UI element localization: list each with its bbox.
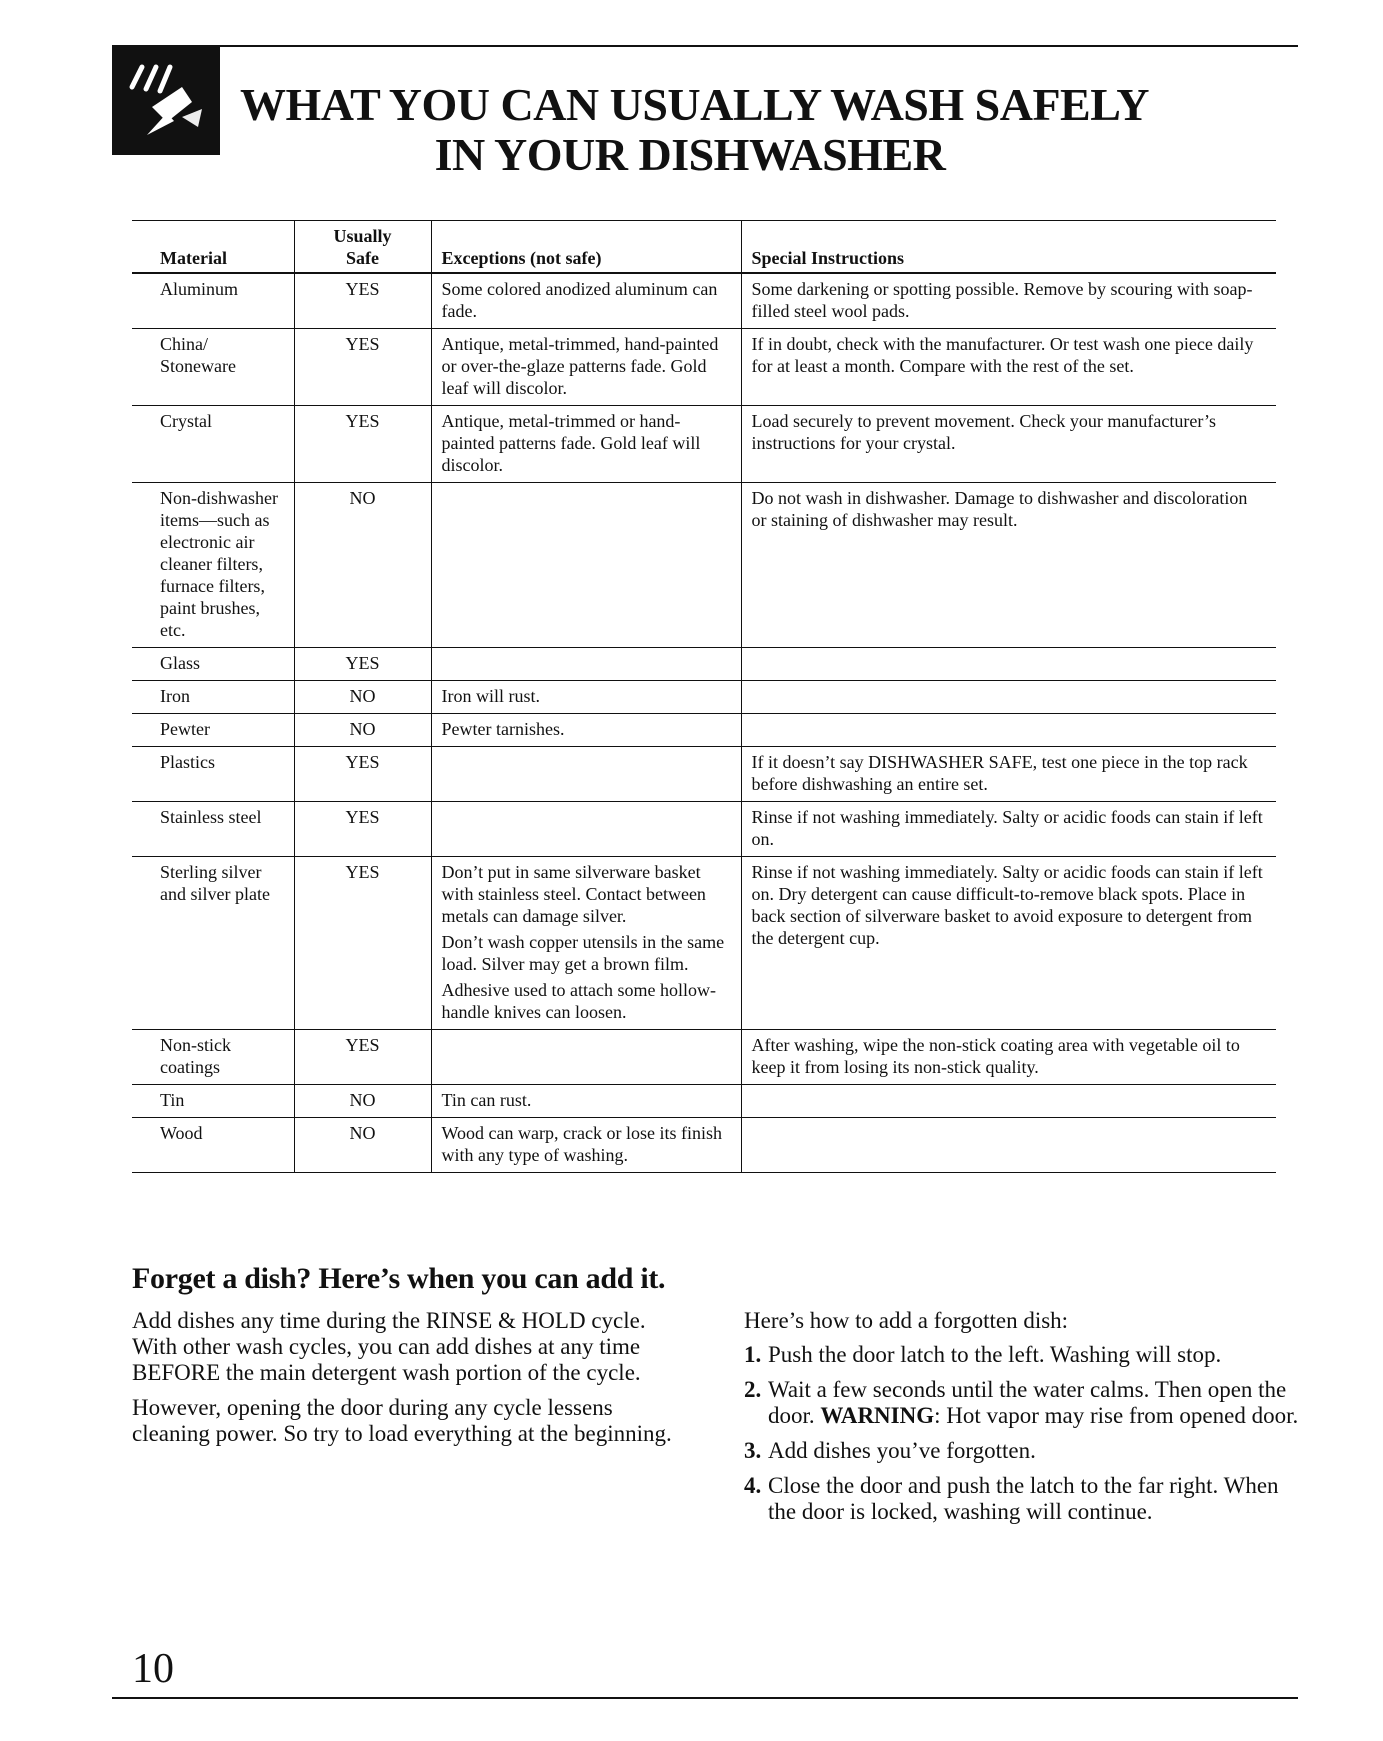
exceptions-cell: [431, 714, 741, 747]
exceptions-cell: [431, 648, 741, 681]
table-row: [132, 857, 1276, 1030]
material-cell: Crystal: [132, 406, 294, 483]
exceptions-cell: [431, 802, 741, 857]
table-row: [132, 648, 1276, 681]
special-instructions-cell: [741, 406, 1276, 483]
table-row: [132, 802, 1276, 857]
material-cell: Glass: [132, 648, 294, 681]
step-text-before: Wait a few seconds until the water calms. Then open the door.: [768, 1377, 1287, 1428]
exceptions-cell: [431, 1085, 741, 1118]
material-cell: Wood: [132, 1118, 294, 1173]
special-instructions-cell: [741, 714, 1276, 747]
exception-text: Adhesive used to attach some hollow-handle knives can loosen.: [441, 980, 716, 1022]
exception-text: Wood can warp, crack or lose its finish with any type of washing.: [441, 1123, 722, 1165]
page-number: 10: [132, 1646, 174, 1692]
exception-text: Don’t wash copper utensils in the same load. Silver may get a brown film.: [441, 932, 725, 974]
material-cell: China/ Stoneware: [132, 329, 294, 406]
special-instructions-cell: [741, 1030, 1276, 1085]
exception-text: Pewter tarnishes.: [441, 719, 565, 739]
exceptions-cell: [431, 1118, 741, 1173]
material-cell: Non-stick coatings: [132, 1030, 294, 1085]
special-instructions-cell: [741, 747, 1276, 802]
material-cell: Plastics: [132, 747, 294, 802]
exceptions-cell: [431, 483, 741, 648]
step-text: Add dishes you’ve forgotten.: [768, 1438, 1036, 1463]
special-instruction-text: Rinse if not washing immediately. Salty or acidic foods can stain if left on. Dry detergent can cause difficult-to-remove black spots. Place in back section of silverware basket to avoid exposure to detergent from the detergent cup.: [751, 862, 1263, 948]
header-material: Material: [132, 221, 294, 274]
title-line-1: WHAT YOU CAN USUALLY WASH SAFELY: [240, 79, 1149, 130]
exception-text: Don’t put in same silverware basket with stainless steel. Contact between metals can damage silver.: [441, 862, 706, 926]
forget-dish-left-column: [132, 1308, 692, 1456]
exceptions-cell: [431, 857, 741, 1030]
table-row: [132, 714, 1276, 747]
special-instructions-cell: [741, 273, 1276, 329]
forget-dish-right-column: [744, 1308, 1304, 1534]
exceptions-cell: [431, 747, 741, 802]
step-item: [744, 1438, 1304, 1464]
step-item: [744, 1342, 1304, 1368]
material-cell: Aluminum: [132, 273, 294, 329]
table-row: [132, 273, 1276, 329]
top-rule: [112, 45, 1298, 47]
exceptions-cell: [431, 681, 741, 714]
step-text-after: : Hot vapor may rise from opened door.: [934, 1403, 1299, 1428]
step-number: 3.: [744, 1438, 762, 1463]
step-text: Push the door latch to the left. Washing will stop.: [768, 1342, 1222, 1367]
usually-safe-cell: YES: [294, 747, 431, 802]
left-paragraph: Add dishes any time during the RINSE & HOLD cycle. With other wash cycles, you can add dishes at any time BEFORE the main detergent wash portion of the cycle.: [132, 1308, 646, 1385]
special-instruction-text: If it doesn’t say DISHWASHER SAFE, test one piece in the top rack before dishwashing an entire set.: [751, 752, 1248, 794]
usually-safe-cell: YES: [294, 406, 431, 483]
dishwasher-logo-icon: [112, 47, 220, 155]
steps-intro: Here’s how to add a forgotten dish:: [744, 1308, 1069, 1333]
left-paragraph: However, opening the door during any cycle lessens cleaning power. So try to load everything at the beginning.: [132, 1395, 672, 1446]
special-instruction-text: After washing, wipe the non-stick coating area with vegetable oil to keep it from losing its non-stick quality.: [751, 1035, 1240, 1077]
table-row: [132, 483, 1276, 648]
special-instructions-cell: [741, 648, 1276, 681]
special-instruction-text: Some darkening or spotting possible. Remove by scouring with soap-filled steel wool pads.: [751, 279, 1253, 321]
usually-safe-cell: YES: [294, 857, 431, 1030]
usually-safe-cell: YES: [294, 1030, 431, 1085]
warning-label: WARNING: [820, 1403, 935, 1428]
exception-text: Antique, metal-trimmed, hand-painted or over-the-glaze patterns fade. Gold leaf will discolor.: [441, 334, 719, 398]
exception-text: Tin can rust.: [441, 1090, 532, 1110]
step-number: 2.: [744, 1377, 762, 1402]
step-text: [768, 1377, 1304, 1429]
exception-text: Iron will rust.: [441, 686, 540, 706]
step-item: [744, 1377, 1304, 1429]
special-instructions-cell: [741, 802, 1276, 857]
page-title: [240, 79, 1149, 180]
special-instruction-text: Rinse if not washing immediately. Salty or acidic foods can stain if left on.: [751, 807, 1263, 849]
step-item: [744, 1473, 1304, 1525]
table-row: [132, 681, 1276, 714]
material-cell: Non-dishwasher items—such as electronic air cleaner filters, furnace filters, paint brushes, etc.: [132, 483, 294, 648]
table-row: [132, 1118, 1276, 1173]
special-instructions-cell: [741, 857, 1276, 1030]
exceptions-cell: [431, 273, 741, 329]
usually-safe-cell: NO: [294, 681, 431, 714]
step-number: 1.: [744, 1342, 762, 1367]
table-row: [132, 1030, 1276, 1085]
table-row: [132, 1085, 1276, 1118]
material-cell: Stainless steel: [132, 802, 294, 857]
usually-safe-cell: NO: [294, 1118, 431, 1173]
usually-safe-cell: YES: [294, 802, 431, 857]
header-usually-safe-line1: Usually: [333, 226, 392, 246]
material-cell: Iron: [132, 681, 294, 714]
special-instruction-text: Do not wash in dishwasher. Damage to dishwasher and discoloration or staining of dishwasher may result.: [751, 488, 1248, 530]
usually-safe-cell: YES: [294, 648, 431, 681]
special-instruction-text: Load securely to prevent movement. Check your manufacturer’s instructions for your crystal.: [751, 411, 1217, 453]
step-text: Close the door and push the latch to the far right. When the door is locked, washing will continue.: [768, 1473, 1279, 1524]
bottom-rule: [112, 1697, 1298, 1699]
exceptions-cell: [431, 329, 741, 406]
exceptions-cell: [431, 1030, 741, 1085]
table-header-row: [132, 221, 1276, 274]
special-instructions-cell: [741, 483, 1276, 648]
header-exceptions: Exceptions (not safe): [431, 221, 741, 274]
special-instruction-text: If in doubt, check with the manufacturer. Or test wash one piece daily for at least a month. Compare with the rest of the set.: [751, 334, 1254, 376]
exception-text: Antique, metal-trimmed or hand-painted patterns fade. Gold leaf will discolor.: [441, 411, 701, 475]
material-cell: Tin: [132, 1085, 294, 1118]
usually-safe-cell: YES: [294, 273, 431, 329]
header-special-instructions: Special Instructions: [741, 221, 1276, 274]
table-body: [132, 273, 1276, 1173]
special-instructions-cell: [741, 1085, 1276, 1118]
step-number: 4.: [744, 1473, 762, 1498]
usually-safe-cell: YES: [294, 329, 431, 406]
header-usually-safe: [294, 221, 431, 274]
usually-safe-cell: NO: [294, 1085, 431, 1118]
exception-text: Some colored anodized aluminum can fade.: [441, 279, 718, 321]
table-row: [132, 406, 1276, 483]
special-instructions-cell: [741, 329, 1276, 406]
usually-safe-cell: NO: [294, 483, 431, 648]
header-usually-safe-line2: Safe: [346, 248, 379, 268]
exceptions-cell: [431, 406, 741, 483]
material-cell: Pewter: [132, 714, 294, 747]
usually-safe-cell: NO: [294, 714, 431, 747]
table-row: [132, 747, 1276, 802]
special-instructions-cell: [741, 681, 1276, 714]
material-cell: Sterling silver and silver plate: [132, 857, 294, 1030]
wash-safety-table: [132, 220, 1276, 1173]
title-line-2: IN YOUR DISHWASHER: [434, 129, 946, 180]
table-row: [132, 329, 1276, 406]
forget-dish-heading: Forget a dish? Here’s when you can add it.: [132, 1262, 666, 1295]
special-instructions-cell: [741, 1118, 1276, 1173]
